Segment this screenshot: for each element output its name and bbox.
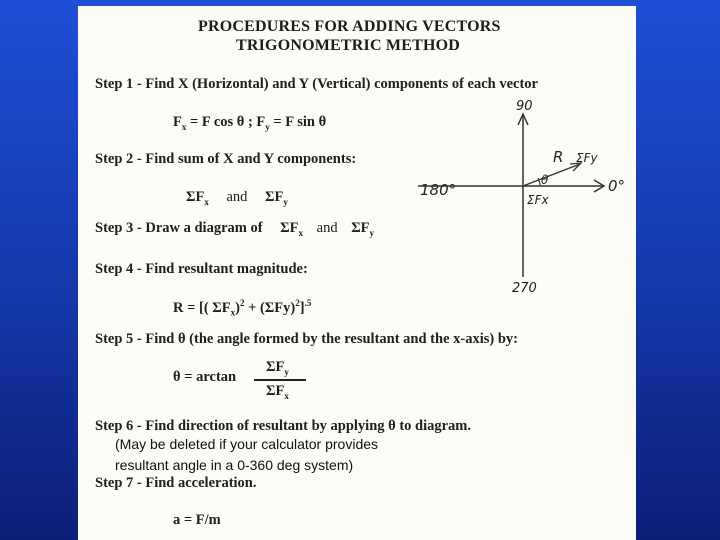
label-0: 0° [608,177,626,195]
vector-sketch [408,92,636,308]
resultant-equation: R = [( $\Sigma F_x)^2 + (\Sigma Fy)^2]^{.5}$ [173,298,312,318]
label-r: R [553,148,564,166]
fraction-bar [254,379,306,381]
label-theta: θ [541,173,549,187]
title-line-1: PROCEDURES FOR ADDING VECTORS [198,18,501,35]
note-line-2: resultant angle in a 0-360 deg system) [115,457,354,473]
step-4: Step 4 - Find resultant magnitude: [95,261,308,277]
title-line-2: TRIGONOMETRIC METHOD [236,37,461,54]
step-7: Step 7 - Find acceleration. [95,475,257,491]
step-2: Step 2 - Find sum of X and Y components: [95,151,357,167]
step-3: Step 3 - Draw a diagram of $\Sigma F_x$ and $\Sigma F_y$ [95,220,375,238]
sum-components: $\Sigma F_x$ and $\Sigma F_y$ [186,189,288,207]
step-1: Step 1 - Find X (Horizontal) and Y (Vertical) components of each vector [95,76,538,92]
resultant-vector [523,164,580,186]
procedure-sheet [78,6,636,540]
label-sum-fx: ΣFx [527,193,549,207]
label-180: 180° [420,181,457,199]
label-270: 270 [512,281,537,296]
note-line-1: (May be deleted if your calculator provides [115,436,379,452]
acceleration-equation: a = F/m [173,512,221,528]
theta-denominator: $\Sigma F_x$ [266,383,289,401]
label-sum-fy: ΣFy [576,151,598,165]
component-equation: $F_x = F$ cos θ ; $F_y = F$ sin θ [173,114,327,132]
label-90: 90 [516,99,533,114]
step-5: Step 5 - Find θ (the angle formed by the resultant and the x-axis) by: [95,331,518,347]
theta-numerator: $\Sigma F_y$ [266,359,289,377]
theta-lhs: θ = arctan [173,369,237,385]
step-6: Step 6 - Find direction of resultant by applying θ to diagram. [95,418,472,434]
